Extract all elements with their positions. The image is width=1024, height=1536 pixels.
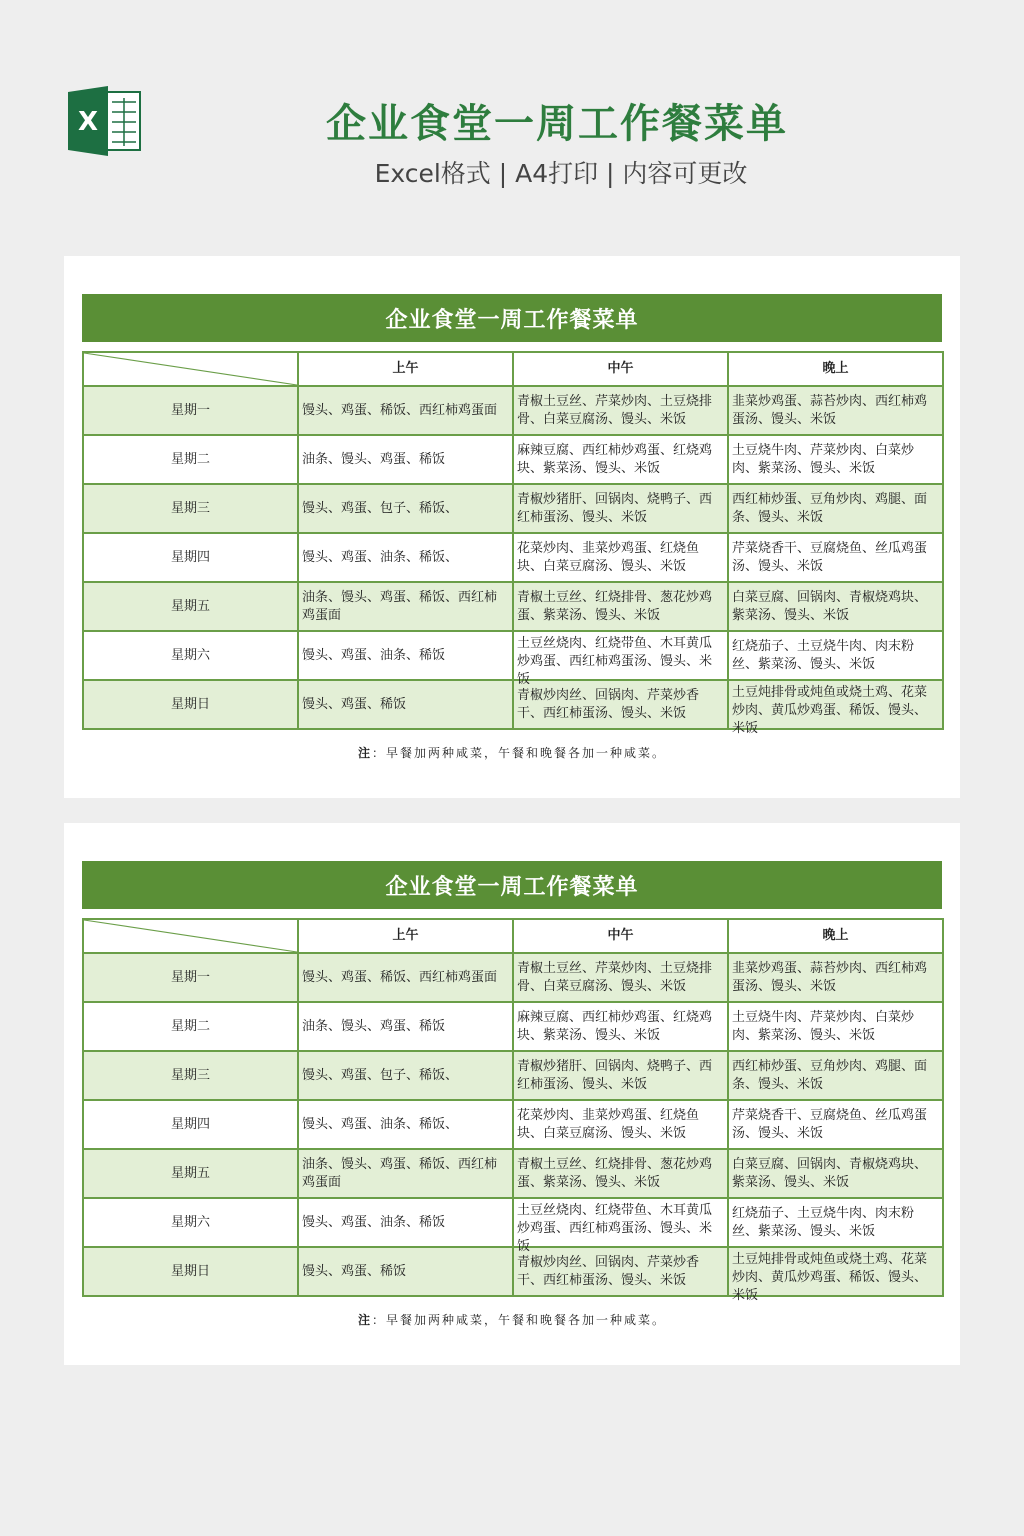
- breakfast-cell: 油条、馒头、鸡蛋、稀饭: [298, 1002, 513, 1051]
- table-row: [83, 1247, 943, 1296]
- day-cell: 星期四: [83, 533, 298, 582]
- dinner-cell: 芹菜烧香干、豆腐烧鱼、丝瓜鸡蛋汤、馒头、米饭: [728, 1100, 943, 1149]
- day-cell: 星期三: [83, 1051, 298, 1100]
- lunch-cell: 麻辣豆腐、西红柿炒鸡蛋、红烧鸡块、紫菜汤、馒头、米饭: [513, 1002, 728, 1051]
- day-cell: 星期一: [83, 953, 298, 1002]
- dinner-cell: 芹菜烧香干、豆腐烧鱼、丝瓜鸡蛋汤、馒头、米饭: [728, 533, 943, 582]
- dinner-cell: 白菜豆腐、回锅肉、青椒烧鸡块、紫菜汤、馒头、米饭: [728, 1149, 943, 1198]
- menu-table: [82, 918, 944, 1303]
- breakfast-cell: 馒头、鸡蛋、油条、稀饭、: [298, 1100, 513, 1149]
- lunch-cell: 青椒炒肉丝、回锅肉、芹菜炒香干、西红柿蛋汤、馒头、米饭: [513, 1247, 728, 1296]
- table-row: [83, 953, 943, 1002]
- day-cell: 星期三: [83, 484, 298, 533]
- dinner-cell: 土豆烧牛肉、芹菜炒肉、白菜炒肉、紫菜汤、馒头、米饭: [728, 1002, 943, 1051]
- day-cell: 星期五: [83, 582, 298, 631]
- lunch-cell: 青椒土豆丝、红烧排骨、葱花炒鸡蛋、紫菜汤、馒头、米饭: [513, 582, 728, 631]
- day-cell: 星期五: [83, 1149, 298, 1198]
- breakfast-cell: 馒头、鸡蛋、油条、稀饭: [298, 1198, 513, 1247]
- column-header: 晚上: [728, 919, 943, 953]
- breakfast-cell: 油条、馒头、鸡蛋、稀饭: [298, 435, 513, 484]
- day-cell: 星期六: [83, 631, 298, 680]
- footnote-label: 注: [357, 746, 372, 760]
- breakfast-cell: 馒头、鸡蛋、稀饭: [298, 680, 513, 729]
- column-header: 中午: [513, 352, 728, 386]
- table-row: [83, 1051, 943, 1100]
- table-row: [83, 1149, 943, 1198]
- lunch-cell: 花菜炒肉、韭菜炒鸡蛋、红烧鱼块、白菜豆腐汤、馒头、米饭: [513, 1100, 728, 1149]
- day-cell: 星期二: [83, 435, 298, 484]
- day-cell: 星期六: [83, 1198, 298, 1247]
- lunch-cell: 青椒土豆丝、芹菜炒肉、土豆烧排骨、白菜豆腐汤、馒头、米饭: [513, 386, 728, 435]
- menu-table: [82, 351, 944, 736]
- column-header: 晚上: [728, 352, 943, 386]
- breakfast-cell: 油条、馒头、鸡蛋、稀饭、西红柿鸡蛋面: [298, 582, 513, 631]
- lunch-cell: 青椒土豆丝、红烧排骨、葱花炒鸡蛋、紫菜汤、馒头、米饭: [513, 1149, 728, 1198]
- breakfast-cell: 馒头、鸡蛋、稀饭: [298, 1247, 513, 1296]
- day-cell: 星期四: [83, 1100, 298, 1149]
- table-row: [83, 680, 943, 729]
- breakfast-cell: 馒头、鸡蛋、稀饭、西红柿鸡蛋面: [298, 386, 513, 435]
- dinner-cell: 韭菜炒鸡蛋、蒜苔炒肉、西红柿鸡蛋汤、馒头、米饭: [728, 386, 943, 435]
- table-row: [83, 1100, 943, 1149]
- lunch-cell: 土豆丝烧肉、红烧带鱼、木耳黄瓜炒鸡蛋、西红柿鸡蛋汤、馒头、米饭: [513, 1198, 728, 1247]
- column-header: 上午: [298, 352, 513, 386]
- table-row: [83, 533, 943, 582]
- corner-cell: [83, 352, 298, 386]
- menu-sheet: [64, 256, 960, 798]
- table-row: [83, 631, 943, 680]
- svg-text:X: X: [77, 107, 99, 137]
- lunch-cell: 土豆丝烧肉、红烧带鱼、木耳黄瓜炒鸡蛋、西红柿鸡蛋汤、馒头、米饭: [513, 631, 728, 680]
- dinner-cell: 红烧茄子、土豆烧牛肉、肉末粉丝、紫菜汤、馒头、米饭: [728, 1198, 943, 1247]
- lunch-cell: 青椒炒肉丝、回锅肉、芹菜炒香干、西红柿蛋汤、馒头、米饭: [513, 680, 728, 729]
- corner-cell: [83, 919, 298, 953]
- day-cell: 星期二: [83, 1002, 298, 1051]
- dinner-cell: 韭菜炒鸡蛋、蒜苔炒肉、西红柿鸡蛋汤、馒头、米饭: [728, 953, 943, 1002]
- dinner-cell: 红烧茄子、土豆烧牛肉、肉末粉丝、紫菜汤、馒头、米饭: [728, 631, 943, 680]
- breakfast-cell: 馒头、鸡蛋、油条、稀饭: [298, 631, 513, 680]
- lunch-cell: 青椒土豆丝、芹菜炒肉、土豆烧排骨、白菜豆腐汤、馒头、米饭: [513, 953, 728, 1002]
- sheet-banner: 企业食堂一周工作餐菜单: [82, 861, 942, 909]
- dinner-cell: 土豆烧牛肉、芹菜炒肉、白菜炒肉、紫菜汤、馒头、米饭: [728, 435, 943, 484]
- breakfast-cell: 馒头、鸡蛋、油条、稀饭、: [298, 533, 513, 582]
- page-title: 企业食堂一周工作餐菜单: [326, 101, 788, 147]
- table-row: [83, 1198, 943, 1247]
- footnote-text: ：早餐加两种咸菜，午餐和晚餐各加一种咸菜。: [372, 1313, 667, 1327]
- day-cell: 星期日: [83, 680, 298, 729]
- dinner-cell: 土豆炖排骨或炖鱼或烧土鸡、花菜炒肉、黄瓜炒鸡蛋、稀饭、馒头、米饭: [728, 680, 943, 729]
- column-header: 上午: [298, 919, 513, 953]
- table-row: [83, 435, 943, 484]
- column-header: 中午: [513, 919, 728, 953]
- breakfast-cell: 油条、馒头、鸡蛋、稀饭、西红柿鸡蛋面: [298, 1149, 513, 1198]
- footnote: [64, 744, 960, 761]
- footnote: [64, 1311, 960, 1328]
- table-row: [83, 1002, 943, 1051]
- day-cell: 星期一: [83, 386, 298, 435]
- lunch-cell: 青椒炒猪肝、回锅肉、烧鸭子、西红柿蛋汤、馒头、米饭: [513, 1051, 728, 1100]
- footnote-label: 注: [357, 1313, 372, 1327]
- page-subtitle: Excel格式 | A4打印 | 内容可更改: [374, 159, 748, 188]
- day-cell: 星期日: [83, 1247, 298, 1296]
- lunch-cell: 花菜炒肉、韭菜炒鸡蛋、红烧鱼块、白菜豆腐汤、馒头、米饭: [513, 533, 728, 582]
- dinner-cell: 土豆炖排骨或炖鱼或烧土鸡、花菜炒肉、黄瓜炒鸡蛋、稀饭、馒头、米饭: [728, 1247, 943, 1296]
- menu-sheet: [64, 823, 960, 1365]
- breakfast-cell: 馒头、鸡蛋、包子、稀饭、: [298, 1051, 513, 1100]
- lunch-cell: 麻辣豆腐、西红柿炒鸡蛋、红烧鸡块、紫菜汤、馒头、米饭: [513, 435, 728, 484]
- table-row: [83, 582, 943, 631]
- footnote-text: ：早餐加两种咸菜，午餐和晚餐各加一种咸菜。: [372, 746, 667, 760]
- page-header: [0, 0, 1024, 240]
- dinner-cell: 西红柿炒蛋、豆角炒肉、鸡腿、面条、馒头、米饭: [728, 1051, 943, 1100]
- table-row: [83, 484, 943, 533]
- dinner-cell: 西红柿炒蛋、豆角炒肉、鸡腿、面条、馒头、米饭: [728, 484, 943, 533]
- sheet-banner: 企业食堂一周工作餐菜单: [82, 294, 942, 342]
- dinner-cell: 白菜豆腐、回锅肉、青椒烧鸡块、紫菜汤、馒头、米饭: [728, 582, 943, 631]
- lunch-cell: 青椒炒猪肝、回锅肉、烧鸭子、西红柿蛋汤、馒头、米饭: [513, 484, 728, 533]
- breakfast-cell: 馒头、鸡蛋、稀饭、西红柿鸡蛋面: [298, 953, 513, 1002]
- table-row: [83, 386, 943, 435]
- breakfast-cell: 馒头、鸡蛋、包子、稀饭、: [298, 484, 513, 533]
